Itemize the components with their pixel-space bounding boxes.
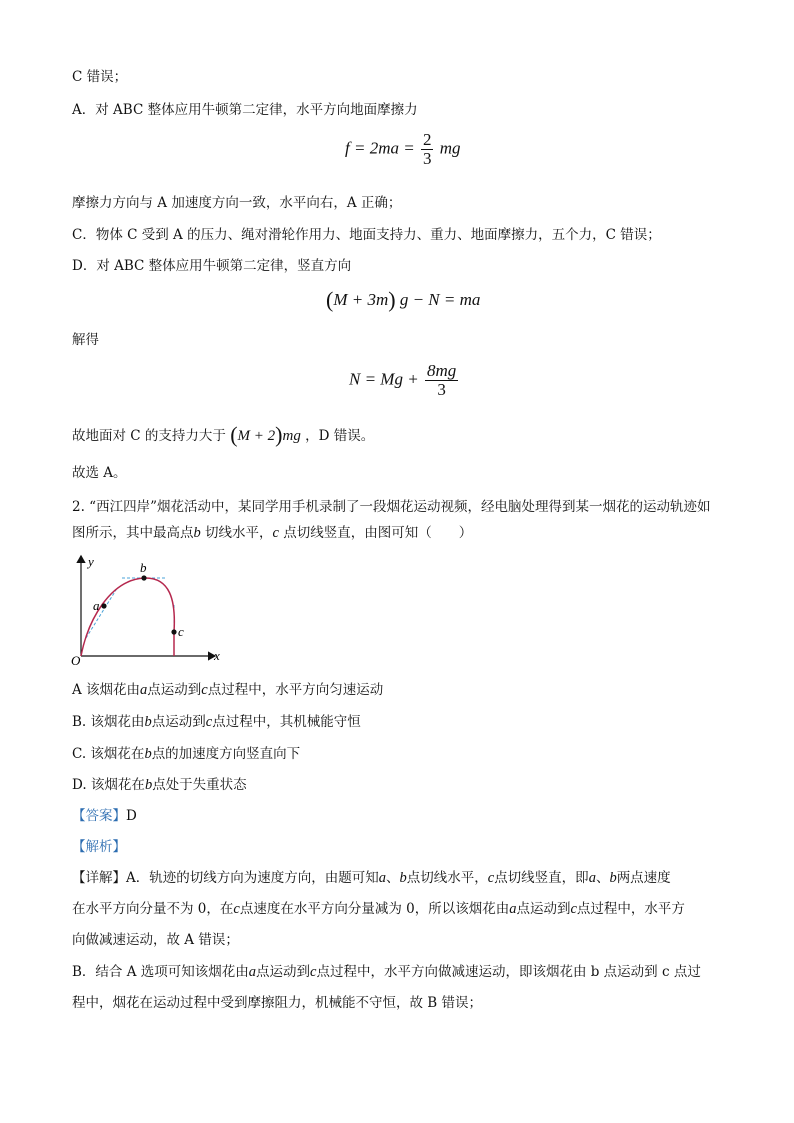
formula-part: ( [230, 422, 238, 447]
detail-line [72, 899, 685, 919]
option-b [72, 712, 361, 732]
text-part: 点运动到 [516, 901, 571, 917]
text-part: A 该烟花由 [72, 682, 141, 698]
text-part: 点速度在水平方向分量减为 0，所以该烟花由 [239, 901, 510, 917]
text-part: D. 该烟花在 [72, 777, 145, 793]
label-x: x [214, 648, 220, 663]
label-y: y [88, 554, 94, 569]
detail-line: 程中，烟花在运动过程中受到摩擦阻力，机械能不守恒，故 B 错误； [72, 995, 483, 1011]
variable: c [310, 964, 317, 980]
inline-formula [230, 422, 301, 447]
option-a [72, 680, 383, 700]
variable: a [140, 682, 148, 698]
analysis-line [72, 837, 126, 857]
variable: b [144, 714, 152, 730]
text-part: 点运动到 [147, 682, 202, 698]
text-line: 解得 [72, 332, 99, 348]
variable: c [201, 682, 208, 698]
text-part: 图所示，其中最高点 [72, 525, 194, 541]
option-c [72, 744, 300, 764]
formula-part: ) [388, 287, 396, 312]
formula-friction [345, 131, 460, 168]
answer-line [72, 806, 137, 826]
text-part: 、 [386, 870, 400, 886]
fraction-numerator: 2 [422, 130, 432, 149]
fraction-denominator: 3 [422, 149, 432, 168]
formula-part: f = 2ma = [345, 138, 415, 158]
answer-tag: 【答案】 [72, 808, 126, 824]
text-part: B. 该烟花由 [72, 714, 145, 730]
variable: a [378, 870, 386, 886]
formula-part: mg [282, 428, 301, 444]
text-part: 点过程中，水平方 [576, 901, 685, 917]
tangent-a [86, 590, 116, 638]
text-line: C 错误； [72, 69, 128, 85]
variable: c [487, 870, 495, 886]
variable: b [399, 870, 407, 886]
text-line [72, 422, 375, 447]
variable: c [272, 525, 279, 541]
variable: b [144, 777, 153, 793]
analysis-tag: 【解析】 [72, 839, 126, 855]
text-part: ，D 错误。 [305, 428, 375, 444]
text-part: 点切线竖直，即 [494, 870, 589, 886]
variable: c [570, 901, 577, 917]
answer-value: D [126, 808, 137, 824]
point-b [141, 575, 146, 580]
variable: b [609, 870, 617, 886]
detail-line [72, 868, 671, 888]
text-part: 点切线竖直，由图可知（ ） [283, 525, 473, 541]
text-part: 、 [595, 870, 610, 886]
formula-part: N = Mg + [349, 369, 419, 389]
text-line: A．对 ABC 整体应用牛顿第二定律，水平方向地面摩擦力 [72, 102, 418, 118]
text-part: A．轨迹的切线方向为速度方向，由题可知 [126, 870, 379, 886]
text-part: 点过程中，其机械能守恒 [212, 714, 361, 730]
text-line: C．物体 C 受到 A 的压力、绳对滑轮作用力、地面支持力、重力、地面摩擦力，五个力，C 错误； [72, 227, 661, 243]
label-a: a [93, 598, 100, 613]
variable: c [233, 901, 240, 917]
formula-part: ) [275, 422, 283, 447]
text-part: B．结合 A 选项可知该烟花由 [72, 964, 249, 980]
formula-part: mg [439, 138, 461, 158]
text-part: 点切线水平， [406, 870, 488, 886]
text-part: 在水平方向分量不为 0，在 [72, 901, 234, 917]
text-part: 切线水平， [205, 525, 273, 541]
text-line: 摩擦力方向与 A 加速度方向一致，水平向右，A 正确； [72, 195, 402, 211]
text-part: 点运动到 [151, 714, 206, 730]
text-line: D．对 ABC 整体应用牛顿第二定律，竖直方向 [72, 258, 352, 274]
label-c: c [178, 624, 184, 639]
text-line: 故选 A。 [72, 465, 127, 481]
question-text: 2. “西江四岸”烟花活动中，某同学用手机录制了一段烟花运动视频，经电脑处理得到某一烟花的运动轨迹如 [72, 499, 711, 515]
text-part: 点运动到 [256, 964, 311, 980]
detail-line: 向做减速运动，故 A 错误； [72, 932, 239, 948]
text-part: 故地面对 C 的支持力大于 [72, 428, 226, 444]
label-b: b [140, 560, 147, 575]
fraction-denominator: 3 [425, 380, 458, 399]
trajectory-curve [81, 578, 174, 656]
point-c [171, 629, 176, 634]
text-part: 两点速度 [616, 870, 671, 886]
variable: c [205, 714, 213, 730]
text-part: 点过程中，水平方向做减速运动，即该烟花由 b 点运动到 c 点过 [316, 964, 701, 980]
text-part: 点处于失重状态 [152, 777, 247, 793]
formula-part: g − N = ma [399, 290, 481, 309]
formula-part: M + 2 [237, 428, 276, 444]
question-text [72, 523, 472, 543]
formula-normal-force [349, 362, 460, 399]
variable: a [509, 901, 517, 917]
fraction [421, 131, 434, 168]
text-part: C. 该烟花在 [72, 746, 145, 762]
fraction-numerator: 8mg [426, 361, 457, 380]
detail-line [72, 962, 701, 982]
variable: a [248, 964, 257, 980]
variable: b [144, 746, 152, 762]
formula-part: M + 3m [333, 290, 389, 309]
variable: a [588, 870, 596, 886]
detail-tag: 【详解】 [72, 870, 126, 886]
point-a [101, 603, 106, 608]
variable: b [193, 525, 201, 541]
label-origin: O [71, 653, 81, 668]
option-d [72, 775, 247, 795]
text-part: 点过程中，水平方向匀速运动 [207, 682, 384, 698]
trajectory-figure [70, 550, 230, 670]
text-part: 点的加速度方向竖直向下 [151, 746, 301, 762]
formula-vertical [326, 287, 480, 313]
formula-part: ( [326, 287, 334, 312]
fraction [425, 362, 458, 399]
